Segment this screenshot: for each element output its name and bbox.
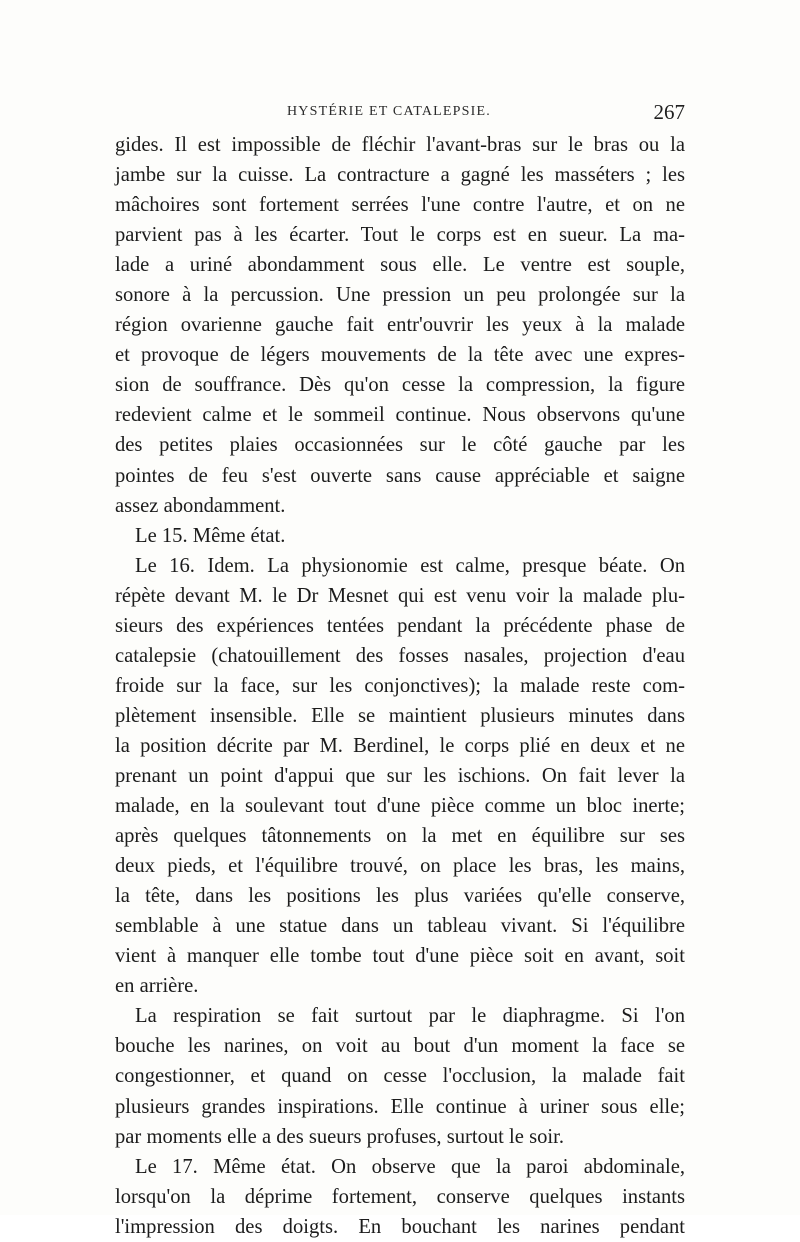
text-line: Le 17. Même état. On observe que la paroi abdominale, [135, 1155, 685, 1178]
text-line: pointes de feu s'est ouverte sans cause appréciable et saigne [115, 464, 685, 487]
text-line: répète devant M. le Dr Mesnet qui est venu voir la malade plu- [115, 584, 685, 607]
text-line: redevient calme et le sommeil continue. Nous observons qu'une [115, 404, 685, 427]
text-line: mâchoires sont fortement serrées l'une contre l'autre, et on ne [115, 194, 685, 217]
text-line: sonore à la percussion. Une pression un peu prolongée sur la [115, 284, 685, 307]
text-line: sion de souffrance. Dès qu'on cesse la compression, la figure [115, 374, 685, 397]
text-line: assez abondamment. [115, 494, 286, 517]
text-line: l'impression des doigts. En bouchant les narines pendant [115, 1215, 685, 1238]
text-line: Le 16. Idem. La physionomie est calme, presque béate. On [135, 554, 685, 577]
text-line: lorsqu'on la déprime fortement, conserve quelques instants [115, 1185, 685, 1208]
text-line: parvient pas à les écarter. Tout le corps est en sueur. La ma- [115, 224, 685, 247]
text-line: prenant un point d'appui que sur les ischions. On fait lever la [115, 764, 685, 787]
text-line: malade, en la soulevant tout d'une pièce comme un bloc inerte; [115, 795, 685, 818]
text-line: plètement insensible. Elle se maintient plusieurs minutes dans [115, 704, 685, 727]
page-header [115, 100, 685, 126]
text-line: deux pieds, et l'équilibre trouvé, on place les bras, les mains, [115, 855, 685, 878]
text-line: congestionner, et quand on cesse l'occlusion, la malade fait [115, 1065, 685, 1088]
text-line: sieurs des expériences tentées pendant la précédente phase de [115, 614, 685, 637]
text-line: bouche les narines, on voit au bout d'un moment la face se [115, 1035, 685, 1058]
text-line: après quelques tâtonnements on la met en équilibre sur ses [115, 825, 685, 848]
text-line: Le 15. Même état. [135, 524, 286, 547]
text-line: en arrière. [115, 975, 199, 998]
text-line: la tête, dans les positions les plus variées qu'elle conserve, [115, 885, 685, 908]
text-line: jambe sur la cuisse. La contracture a gagné les masséters ; les [115, 164, 685, 187]
text-line: par moments elle a des sueurs profuses, surtout le soir. [115, 1125, 564, 1148]
text-line: plusieurs grandes inspirations. Elle continue à uriner sous elle; [115, 1095, 685, 1118]
text-line: et provoque de légers mouvements de la tête avec une expres- [115, 344, 685, 367]
page-number: 267 [653, 100, 685, 124]
text-line: semblable à une statue dans un tableau vivant. Si l'équilibre [115, 915, 685, 938]
text-line: lade a uriné abondamment sous elle. Le ventre est souple, [115, 254, 685, 277]
text-line: la position décrite par M. Berdinel, le corps plié en deux et ne [115, 734, 685, 757]
body-text [115, 130, 685, 1242]
text-line: catalepsie (chatouillement des fosses nasales, projection d'eau [115, 644, 685, 667]
text-line: La respiration se fait surtout par le diaphragme. Si l'on [135, 1005, 685, 1028]
text-line: des petites plaies occasionnées sur le côté gauche par les [115, 434, 685, 457]
running-title: HYSTÉRIE ET CATALEPSIE. [287, 104, 491, 119]
text-line: région ovarienne gauche fait entr'ouvrir les yeux à la malade [115, 314, 685, 337]
text-line: froide sur la face, sur les conjonctives); la malade reste com- [115, 674, 685, 697]
text-line: gides. Il est impossible de fléchir l'avant-bras sur le bras ou la [115, 134, 685, 156]
text-line: vient à manquer elle tombe tout d'une pièce soit en avant, soit [115, 945, 685, 968]
